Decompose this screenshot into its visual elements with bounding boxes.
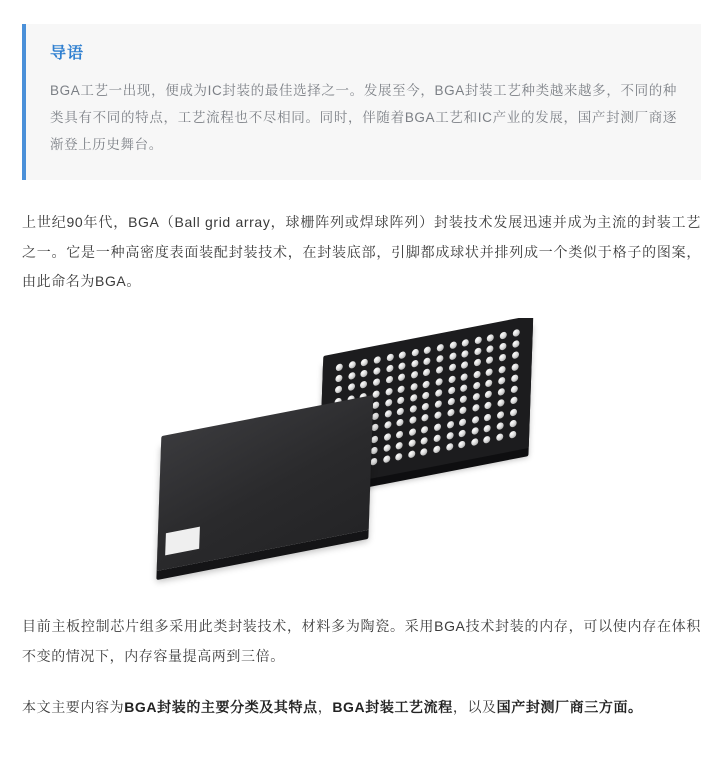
solder-ball	[449, 341, 456, 349]
solder-ball	[373, 356, 380, 364]
solder-ball	[382, 456, 389, 464]
solder-ball	[447, 409, 454, 417]
solder-ball	[498, 354, 505, 362]
solder-ball	[411, 360, 418, 368]
solder-ball	[496, 422, 503, 430]
solder-ball	[472, 393, 479, 401]
solder-ball	[410, 394, 417, 402]
solder-ball	[448, 352, 455, 360]
solder-ball	[497, 388, 504, 396]
solder-ball	[384, 410, 391, 418]
solder-ball	[397, 396, 404, 404]
solder-ball	[410, 383, 417, 391]
solder-ball	[408, 428, 415, 436]
solder-ball	[512, 329, 519, 337]
solder-ball	[510, 374, 517, 382]
solder-ball	[373, 367, 380, 375]
solder-ball	[360, 381, 367, 389]
solder-ball	[384, 422, 391, 430]
solder-ball	[510, 386, 517, 394]
solder-ball	[471, 439, 478, 447]
solder-ball	[421, 426, 428, 434]
solder-ball	[461, 339, 468, 347]
solder-ball	[446, 421, 453, 429]
solder-ball	[422, 403, 429, 411]
pin-one-marker	[165, 527, 200, 556]
solder-ball	[473, 370, 480, 378]
solder-ball	[459, 418, 466, 426]
solder-ball	[509, 420, 516, 428]
solder-ball	[473, 382, 480, 390]
paragraph-3-bold-1: BGA封装的主要分类及其特点	[124, 699, 318, 716]
solder-ball	[508, 431, 515, 439]
solder-ball	[398, 362, 405, 370]
paragraph-3-bold-2: BGA封装工艺流程	[332, 699, 453, 716]
solder-ball	[435, 389, 442, 397]
solder-ball	[511, 340, 518, 348]
solder-ball	[360, 370, 367, 378]
paragraph-3-text-3: ，以及	[452, 699, 497, 716]
paragraph-3-bold-3: 国产封测厂商三方面。	[496, 699, 643, 716]
solder-ball	[485, 368, 492, 376]
solder-ball	[396, 419, 403, 427]
solder-ball	[486, 356, 493, 364]
solder-ball	[434, 412, 441, 420]
solder-ball	[445, 443, 452, 451]
solder-ball	[335, 386, 342, 394]
solder-ball	[422, 391, 429, 399]
solder-ball	[383, 433, 390, 441]
solder-ball	[458, 441, 465, 449]
solder-ball	[433, 435, 440, 443]
paragraph-3-text-1: 本文主要内容为	[22, 699, 125, 716]
solder-ball	[422, 380, 429, 388]
solder-ball	[421, 414, 428, 422]
solder-ball	[499, 331, 506, 339]
solder-ball	[459, 407, 466, 415]
chip-illustration	[143, 318, 581, 590]
solder-ball	[485, 379, 492, 387]
solder-ball	[395, 442, 402, 450]
solder-ball	[511, 352, 518, 360]
solder-ball	[458, 430, 465, 438]
solder-ball	[361, 358, 368, 366]
solder-ball	[385, 376, 392, 384]
paragraph-3	[22, 693, 701, 722]
solder-ball	[421, 437, 428, 445]
solder-ball	[484, 402, 491, 410]
solder-ball	[423, 357, 430, 365]
solder-ball	[424, 346, 431, 354]
solder-ball	[408, 439, 415, 447]
solder-ball	[434, 423, 441, 431]
solder-ball	[472, 404, 479, 412]
paragraph-3-text-2: ，	[317, 699, 333, 716]
solder-ball	[348, 372, 355, 380]
solder-ball	[385, 387, 392, 395]
solder-ball	[484, 413, 491, 421]
solder-ball	[509, 408, 516, 416]
solder-ball	[510, 397, 517, 405]
solder-ball	[433, 446, 440, 454]
solder-ball	[460, 395, 467, 403]
solder-ball	[474, 348, 481, 356]
solder-ball	[436, 343, 443, 351]
solder-ball	[499, 343, 506, 351]
solder-ball	[473, 359, 480, 367]
solder-ball	[511, 363, 518, 371]
solder-ball	[409, 417, 416, 425]
solder-ball	[460, 373, 467, 381]
solder-ball	[411, 348, 418, 356]
paragraph-2: 目前主板控制芯片组多采用此类封装技术，材料多为陶瓷。采用BGA技术封装的内存，可以使内存在体积不变的情况下，内存容量提高两到三倍。	[22, 618, 701, 664]
solder-ball	[484, 425, 491, 433]
solder-ball	[498, 365, 505, 373]
paragraph-1: 上世纪90年代，BGA（Ball grid array，球栅阵列或焊球阵列）封装技术发展迅速并成为主流的封装工艺之一。它是一种高密度表面装配封装技术，在封装底部，引脚都成球状并排列成一个类似于格子的图案，由此命名为BGA。	[22, 214, 701, 289]
solder-ball	[409, 405, 416, 413]
solder-ball	[471, 427, 478, 435]
intro-title: 导语	[50, 45, 85, 62]
solder-ball	[447, 398, 454, 406]
intro-callout	[22, 24, 701, 180]
solder-ball	[483, 436, 490, 444]
solder-ball	[420, 448, 427, 456]
solder-ball	[396, 430, 403, 438]
solder-ball	[448, 364, 455, 372]
solder-ball	[383, 444, 390, 452]
solder-ball	[496, 434, 503, 442]
intro-body-text: BGA工艺一出现，便成为IC封装的最佳选择之一。发展至今，BGA封装工艺种类越来越多，不同的种类具有不同的特点，工艺流程也不尽相同。同时，伴随着BGA工艺和IC产业的发展，国产封测厂商逐渐登上历史舞台。	[50, 83, 677, 153]
solder-ball	[497, 400, 504, 408]
solder-ball	[436, 355, 443, 363]
solder-ball	[447, 387, 454, 395]
solder-ball	[487, 334, 494, 342]
solder-ball	[397, 408, 404, 416]
solder-ball	[335, 374, 342, 382]
solder-ball	[435, 378, 442, 386]
solder-ball	[398, 351, 405, 359]
solder-ball	[471, 416, 478, 424]
solder-ball	[461, 350, 468, 358]
solder-ball	[347, 383, 354, 391]
solder-ball	[485, 391, 492, 399]
solder-ball	[385, 365, 392, 373]
solder-ball	[386, 353, 393, 361]
solder-ball	[498, 377, 505, 385]
solder-ball	[460, 384, 467, 392]
solder-ball	[408, 451, 415, 459]
solder-ball	[397, 385, 404, 393]
solder-ball	[384, 399, 391, 407]
solder-ball	[434, 400, 441, 408]
bga-chip-figure	[143, 318, 581, 590]
solder-ball	[461, 361, 468, 369]
solder-ball	[446, 432, 453, 440]
solder-ball	[410, 371, 417, 379]
solder-ball	[372, 378, 379, 386]
solder-ball	[423, 369, 430, 377]
solder-ball	[474, 336, 481, 344]
solder-ball	[335, 363, 342, 371]
solder-ball	[435, 366, 442, 374]
solder-ball	[448, 375, 455, 383]
solder-ball	[398, 374, 405, 382]
solder-ball	[395, 453, 402, 461]
bga-chip-package-body	[156, 395, 373, 571]
solder-ball	[486, 345, 493, 353]
solder-ball	[348, 361, 355, 369]
solder-ball	[497, 411, 504, 419]
